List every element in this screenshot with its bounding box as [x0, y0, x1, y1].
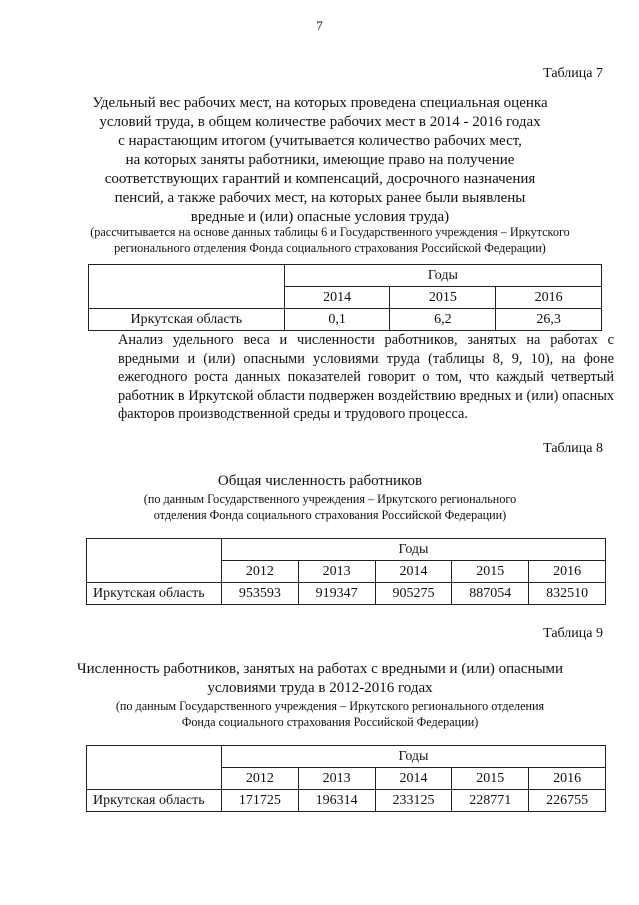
table8-years-header: Годы — [221, 539, 605, 561]
table7-year-cell: 2014 — [284, 287, 390, 309]
table7-title-line: соответствующих гарантий и компенсаций, досрочного назначения — [104, 171, 536, 187]
table8-year-cell: 2014 — [375, 561, 452, 583]
table7 — [88, 264, 602, 331]
table9-value-cell: 196314 — [298, 790, 375, 812]
table7-row-label: Иркутская область — [89, 309, 285, 331]
table8-subtitle-line: (по данным Государственного учреждения – Иркутского регионального — [143, 492, 517, 506]
table8-year-cell: 2016 — [529, 561, 606, 583]
table9-row-label: Иркутская область — [87, 790, 222, 812]
table9-year-cell: 2013 — [298, 768, 375, 790]
table8-title — [80, 472, 560, 491]
table7-year-cell: 2016 — [496, 287, 602, 309]
table7-title-line: вредные и (или) опасные условия труда) — [190, 209, 450, 225]
table7-subtitle — [40, 224, 620, 256]
table7-value-cell: 0,1 — [284, 309, 390, 331]
page-number: 7 — [316, 18, 323, 33]
table8-row-label: Иркутская область — [87, 583, 222, 605]
table8-value-cell: 919347 — [298, 583, 375, 605]
table7-value-cell: 6,2 — [390, 309, 496, 331]
table9-corner-cell — [87, 746, 222, 790]
table9-value-cell: 171725 — [221, 790, 298, 812]
table7-title-line: с нарастающим итогом (учитывается количество рабочих мест, — [118, 133, 522, 149]
table9-value-cell: 226755 — [529, 790, 606, 812]
table8-year-cell: 2012 — [221, 561, 298, 583]
table9-year-cell: 2012 — [221, 768, 298, 790]
table8-subtitle-line: отделения Фонда социального страхования Российской Федерации) — [153, 508, 507, 522]
table8-subtitle — [40, 491, 620, 523]
table8-corner-cell — [87, 539, 222, 583]
table9-year-cell: 2016 — [529, 768, 606, 790]
table7-subtitle-line: (рассчитывается на основе данных таблицы 6 и Государственного учреждения – Иркутского — [90, 225, 570, 239]
table9-value-cell: 228771 — [452, 790, 529, 812]
table8-label: Таблица 8 — [543, 441, 603, 456]
table7-title-line: условий труда, в общем количестве рабочих мест в 2014 - 2016 годах — [99, 114, 541, 130]
table9-year-cell: 2015 — [452, 768, 529, 790]
table8 — [86, 538, 606, 605]
table7-subtitle-line: регионального отделения Фонда социального страхования Российской Федерации) — [114, 241, 546, 255]
analysis-paragraph — [118, 331, 614, 424]
table8-value-cell: 887054 — [452, 583, 529, 605]
table7-value-cell: 26,3 — [496, 309, 602, 331]
table7-title-line: пенсий, а также рабочих мест, на которых ранее были выявлены — [114, 190, 526, 206]
table8-title-line: Общая численность работников — [217, 473, 423, 489]
table9-value-cell: 233125 — [375, 790, 452, 812]
table9-label: Таблица 9 — [543, 626, 603, 641]
table7-title — [80, 94, 560, 227]
table8-value-cell: 905275 — [375, 583, 452, 605]
table7-title-line: Удельный вес рабочих мест, на которых проведена специальная оценка — [92, 95, 548, 111]
table9-years-header: Годы — [221, 746, 605, 768]
table7-year-cell: 2015 — [390, 287, 496, 309]
table8-year-cell: 2015 — [452, 561, 529, 583]
table8-year-cell: 2013 — [298, 561, 375, 583]
table9-subtitle-line: Фонда социального страхования Российской Федерации) — [181, 715, 479, 729]
table7-corner-cell — [89, 265, 285, 309]
table9-subtitle-line: (по данным Государственного учреждения – Иркутского регионального отделения — [115, 699, 545, 713]
table7-label: Таблица 7 — [543, 66, 603, 81]
table8-value-cell: 953593 — [221, 583, 298, 605]
analysis-text: Анализ удельного веса и численности работников, занятых на работах с вредными и (или) опасными условиями труда (таблицы 8, 9, 10), на фоне ежегодного роста данных показателей говорит о том, что каждый четвертый работник в Иркутской области подвержен воздействию вредных и (или) опасных факторов производственной среды и трудового процесса. — [118, 332, 614, 423]
table7-title-line: на которых заняты работники, имеющие право на получение — [125, 152, 515, 168]
table9-title-line: Численность работников, занятых на работах с вредными и (или) опасными — [76, 661, 564, 677]
table9-title-line: условиями труда в 2012-2016 годах — [207, 680, 433, 696]
table9-subtitle — [40, 698, 620, 730]
table8-value-cell: 832510 — [529, 583, 606, 605]
table9 — [86, 745, 606, 812]
table7-years-header: Годы — [284, 265, 601, 287]
table9-title — [70, 660, 570, 698]
table9-year-cell: 2014 — [375, 768, 452, 790]
